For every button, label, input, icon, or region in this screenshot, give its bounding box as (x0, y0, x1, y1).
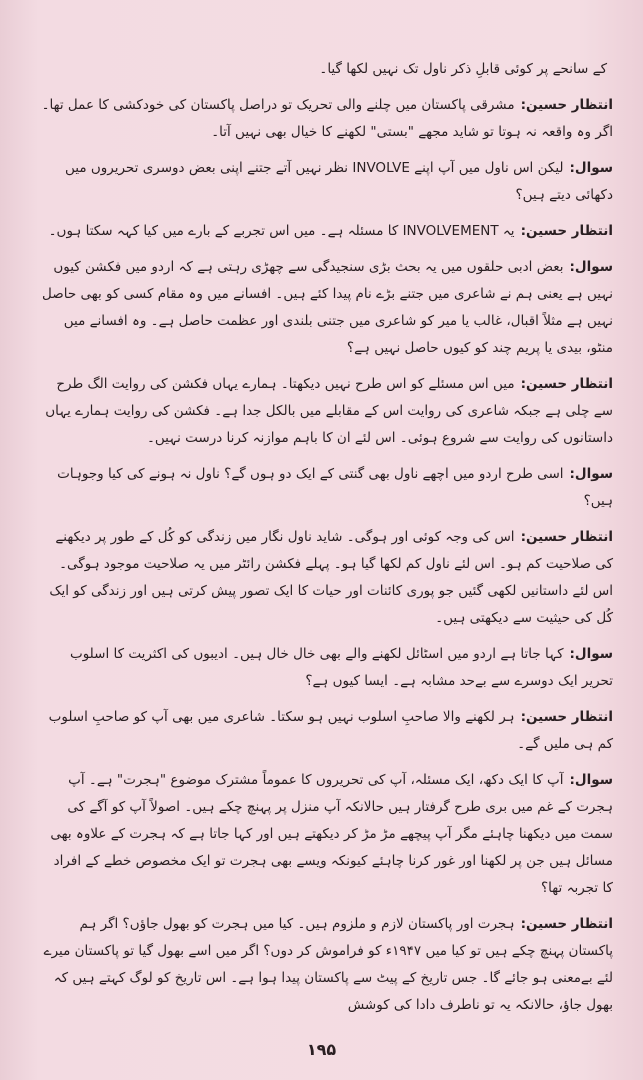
paragraph-text: یہ INVOLVEMENT کا مسئلہ ہے۔ میں اس تجربے کے بارے میں کیا کہہ سکتا ہوں۔ (48, 223, 515, 239)
speaker-label: انتظار حسین: (520, 97, 613, 113)
paragraph-12 (40, 911, 613, 1019)
paragraph-11 (40, 767, 613, 902)
speaker-label: سوال: (569, 466, 613, 482)
paragraph-7 (40, 461, 613, 515)
paragraph-text: لیکن اس ناول میں آپ اپنے INVOLVE نظر نہیں آتے جتنے اپنی بعض دوسری تحریروں میں دکھائی دیتے ہیں؟ (64, 160, 613, 203)
speaker-label: انتظار حسین: (520, 376, 613, 392)
speaker-label: سوال: (569, 160, 613, 176)
speaker-label: سوال: (569, 259, 613, 275)
paragraph-8 (40, 524, 613, 632)
paragraph-text: ہر لکھنے والا صاحبِ اسلوب نہیں ہو سکتا۔ شاعری میں بھی آپ کو صاحبِ اسلوب کم ہی ملیں گے۔ (48, 709, 613, 752)
paragraph-1 (40, 56, 613, 83)
paragraph-9 (40, 641, 613, 695)
paragraph-text: آپ کا ایک دکھ، ایک مسئلہ، آپ کی تحریروں کا عموماً مشترک موضوع "ہجرت" ہے۔ آپ ہجرت کے غم میں بری طرح گرفتار ہیں حالانکہ آپ منزل پر پہنچ چکے ہیں۔ اصولاً آپ کو آگے کی سمت میں دیکھنا چاہئے مگر آپ پیچھے مڑ مڑ کر دیکھتے ہیں اور کہا جاتا ہے کہ ہجرت کے علاوہ بھی مسائل ہیں جن پر لکھنا اور غور کرنا چاہئے کیونکہ ویسے بھی ہجرت تو ایک مخصوص خطے کے افراد کا تجربہ تھا؟ (50, 772, 613, 896)
paragraph-text: کے سانحے پر کوئی قابلِ ذکر ناول تک نہیں لکھا گیا۔ (319, 61, 607, 77)
paragraph-6 (40, 371, 613, 452)
paragraph-text: مشرقی پاکستان میں چلنے والی تحریک تو دراصل پاکستان کی خودکشی کا عمل تھا۔ اگر وہ واقعہ نہ ہوتا تو شاید مجھے "بستی" لکھنے کا خیال بھی نہیں آتا۔ (41, 97, 613, 140)
paragraph-5 (40, 254, 613, 362)
speaker-label: انتظار حسین: (520, 709, 613, 725)
paragraph-2 (40, 92, 613, 146)
paragraph-4 (40, 218, 613, 245)
paragraph-text: ہجرت اور پاکستان لازم و ملزوم ہیں۔ کیا میں ہجرت کو بھول جاؤں؟ اگر ہم پاکستان پہنچ چکے ہیں تو کیا میں ۱۹۴۷ء کو فراموش کر دوں؟ اگر میں اسے بھول گیا تو پاکستان میرے لئے بےمعنی ہو جائے گا۔ جس تاریخ کے پیٹ سے پاکستان پیدا ہوا ہے۔ اس تاریخ کو لوگ کہتے ہیں کہ بھول جاؤ، حالانکہ یہ تو ناطرف دادا کی کوشش (43, 916, 613, 1013)
speaker-label: سوال: (569, 772, 613, 788)
page-number: ۱۹۵ (306, 1040, 337, 1059)
paragraph-text: اس کی وجہ کوئی اور ہوگی۔ شاید ناول نگار میں زندگی کو کُل کے طور پر دیکھنے کی صلاحیت کم ہو۔ اس لئے ناول کم لکھا گیا ہو۔ پہلے فکشن رائٹر میں یہ صلاحیت موجود ہوگی۔ اس لئے داستانیں لکھی گئیں جو پوری کائنات اور حیات کا ایک تصور پیش کرتی ہیں اور زندگی کو ایک کُل کی حیثیت سے دیکھتی ہیں۔ (49, 529, 613, 626)
paragraph-3 (40, 155, 613, 209)
speaker-label: انتظار حسین: (520, 223, 613, 239)
speaker-label: سوال: (569, 646, 613, 662)
speaker-label: انتظار حسین: (520, 529, 613, 545)
interview-text (40, 56, 613, 1028)
speaker-label: انتظار حسین: (520, 916, 613, 932)
paragraph-10 (40, 704, 613, 758)
paragraph-text: بعض ادبی حلقوں میں یہ بحث بڑی سنجیدگی سے چھڑی رہتی ہے کہ اردو میں فکشن کیوں نہیں ہے یعنی ہم نے شاعری میں جتنے بڑے نام پیدا کئے ہیں۔ افسانے میں وہ مقام کسی کو بھی حاصل نہیں ہے مثلاً اقبال، غالب یا میر کو شاعری میں جتنی بلندی اور عظمت حاصل ہے۔ وہ افسانے میں منٹو، بیدی یا پریم چند کو کیوں حاصل نہیں ہے؟ (42, 259, 613, 356)
paragraph-text: میں اس مسئلے کو اس طرح نہیں دیکھتا۔ ہمارے یہاں فکشن کی روایت الگ طرح سے چلی ہے جبکہ شاعری کی روایت اس کے مقابلے میں بالکل جدا ہے۔ فکشن کی روایت ہمارے یہاں داستانوں کی روایت سے شروع ہوئی۔ اس لئے ان کا باہم موازنہ کرنا درست نہیں۔ (45, 376, 613, 446)
paragraph-text: کہا جاتا ہے اردو میں اسٹائل لکھنے والے بھی خال خال ہیں۔ ادیبوں کی اکثریت کا اسلوب تحریر ایک دوسرے سے بےحد مشابہ ہے۔ ایسا کیوں ہے؟ (70, 646, 613, 689)
paragraph-text: اسی طرح اردو میں اچھے ناول بھی گنتی کے ایک دو ہوں گے؟ ناول نہ ہونے کی کیا وجوہات ہیں؟ (57, 466, 613, 509)
